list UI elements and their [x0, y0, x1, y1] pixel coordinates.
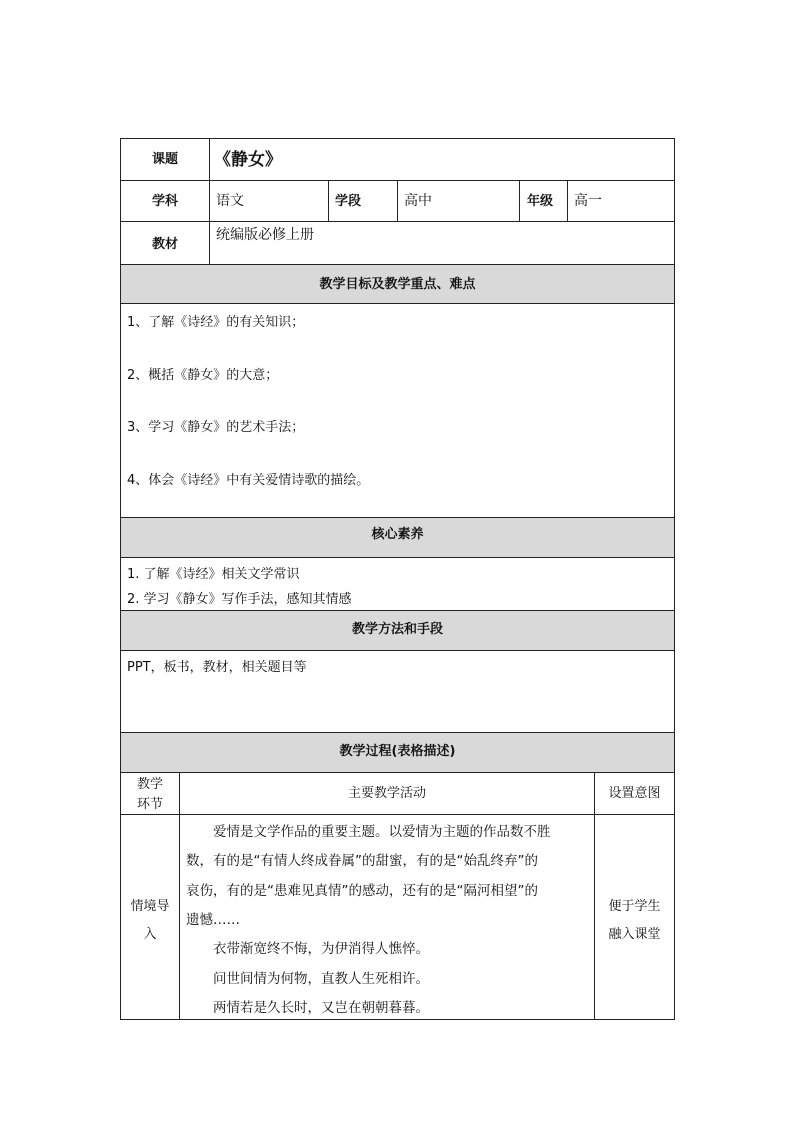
rule — [121, 814, 674, 815]
col-header-stage: 教学 — [136, 777, 163, 792]
rule — [121, 303, 674, 304]
rule — [397, 180, 398, 221]
activity-line: 问世间情为何物，直教人生死相许。 — [213, 971, 429, 987]
rule — [179, 772, 180, 1020]
grade-label: 年级 — [527, 194, 554, 209]
subject-value: 语文 — [216, 193, 244, 209]
process-heading: 教学过程(表格描述) — [339, 744, 456, 759]
rule — [594, 772, 595, 1020]
methods-heading: 教学方法和手段 — [351, 622, 443, 637]
rule — [121, 221, 674, 222]
textbook-label: 教材 — [151, 237, 178, 252]
rule — [121, 557, 674, 558]
objective-item: 1、了解《诗经》的有关知识； — [127, 315, 305, 330]
row-stage: 入 — [143, 927, 157, 942]
rule — [328, 180, 329, 221]
methods-text: PPT，板书，教材，相关题目等 — [127, 660, 307, 675]
rule — [121, 732, 674, 733]
activity-line: 两情若是久长时，又岂在朝朝暮暮。 — [213, 1000, 429, 1016]
rule — [121, 264, 674, 265]
subject-label: 学科 — [151, 194, 178, 209]
literacy-heading: 核心素养 — [371, 527, 424, 542]
objective-item: 4、体会《诗经》中有关爱情诗歌的描绘。 — [127, 473, 370, 488]
objectives-heading: 教学目标及教学重点、难点 — [319, 277, 476, 292]
topic-label: 课题 — [151, 152, 178, 167]
literacy-item: 1. 了解《诗经》相关文学常识 — [127, 567, 300, 582]
objective-item: 2、概括《静女》的大意； — [127, 368, 279, 383]
rule — [121, 610, 674, 611]
grade-value: 高一 — [574, 193, 602, 209]
activity-line: 哀伤，有的是“患难见真情”的感动，还有的是“隔河相望”的 — [186, 883, 538, 899]
col-header-intent: 设置意图 — [608, 786, 661, 801]
rule — [209, 138, 210, 264]
activity-line: 数，有的是“有情人终成眷属”的甜蜜，有的是“始乱终弃”的 — [186, 853, 538, 869]
activity-line: 遗憾…… — [186, 912, 240, 928]
col-header-activity: 主要教学活动 — [347, 786, 426, 801]
activity-line: 爱情是文学作品的重要主题。以爱情为主题的作品数不胜 — [213, 824, 551, 840]
row-intent: 便于学生 — [608, 899, 661, 914]
stage-value: 高中 — [404, 193, 432, 209]
rule — [121, 772, 674, 773]
objective-item: 3、学习《静女》的艺术手法； — [127, 420, 305, 435]
literacy-item: 2. 学习《静女》写作手法，感知其情感 — [127, 592, 352, 607]
activity-line: 衣带渐宽终不悔，为伊消得人憔悴。 — [213, 941, 429, 957]
rule — [519, 180, 520, 221]
row-intent: 融入课堂 — [608, 927, 661, 942]
col-header-stage: 环节 — [136, 797, 163, 812]
textbook-value: 统编版必修上册 — [216, 227, 314, 243]
rule — [121, 517, 674, 518]
rule — [121, 650, 674, 651]
row-stage: 情境导 — [130, 899, 170, 914]
stage-label: 学段 — [335, 194, 362, 209]
rule — [567, 180, 568, 221]
topic-value: 《静女》 — [214, 150, 282, 170]
